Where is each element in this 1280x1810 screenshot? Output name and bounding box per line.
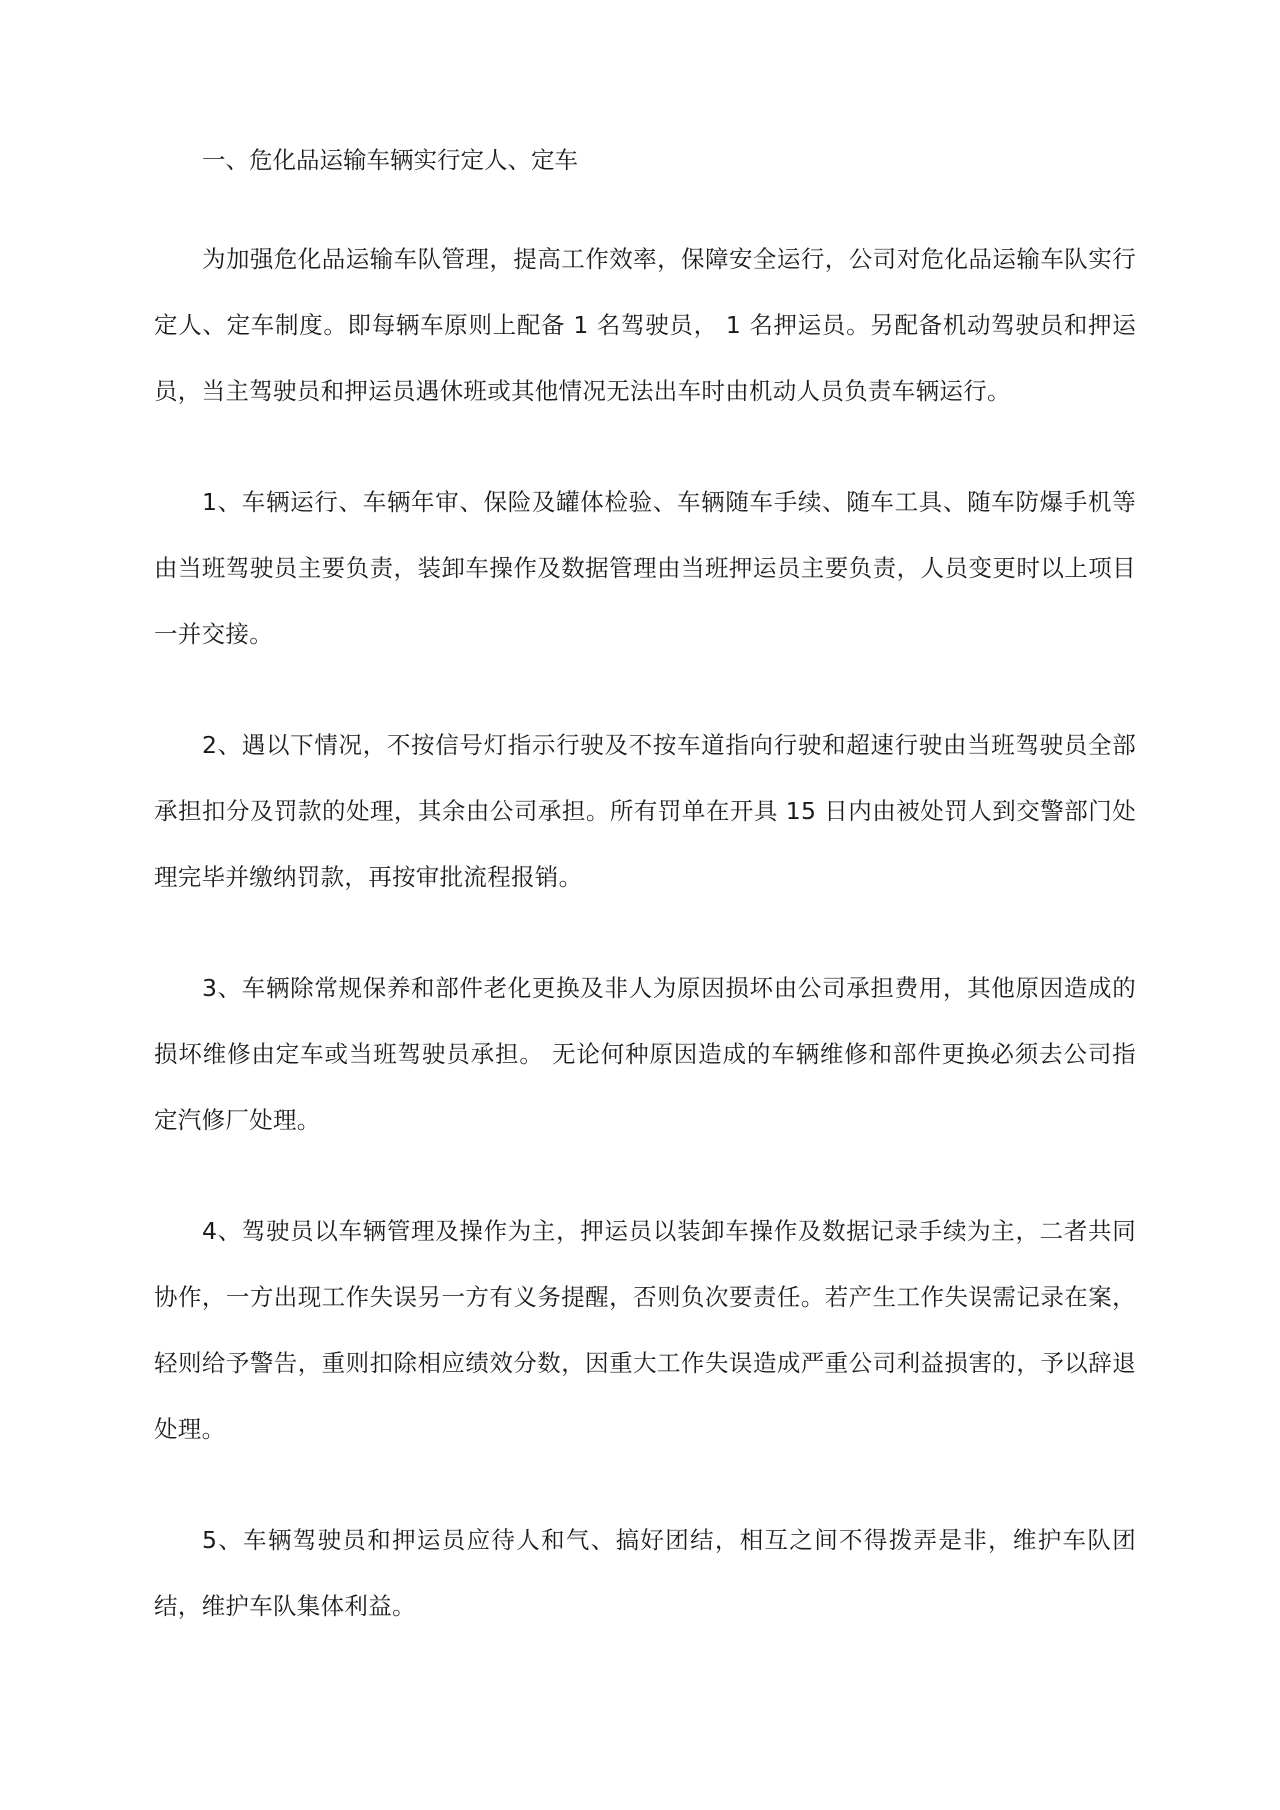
intro-paragraph: 为加强危化品运输车队管理，提高工作效率，保障安全运行，公司对危化品运输车队实行定人、定车制度。即每辆车原则上配备 1 名驾驶员， 1 名押运员。另配备机动驾驶员和押运员，当主驾驶员和押运员遇休班或其他情况无法出车时由机动人员负责车辆运行。: [154, 245, 1136, 405]
document-body: [154, 138, 1136, 1684]
rule-item-2: 2、遇以下情况，不按信号灯指示行驶及不按车道指向行驶和超速行驶由当班驾驶员全部承担扣分及罚款的处理，其余由公司承担。所有罚单在开具 15 日内由被处罚人到交警部门处理完毕并缴纳罚款，再按审批流程报销。: [154, 731, 1136, 891]
rule-item-3: 3、车辆除常规保养和部件老化更换及非人为原因损坏由公司承担费用，其他原因造成的损坏维修由定车或当班驾驶员承担。 无论何种原因造成的车辆维修和部件更换必须去公司指定汽修厂处理。: [154, 974, 1136, 1134]
rule-item-1: 1、车辆运行、车辆年审、保险及罐体检验、车辆随车手续、随车工具、随车防爆手机等由当班驾驶员主要负责，装卸车操作及数据管理由当班押运员主要负责，人员变更时以上项目一并交接。: [154, 488, 1136, 648]
rule-item-5: 5、车辆驾驶员和押运员应待人和气、搞好团结，相互之间不得拨弄是非，维护车队团结，维护车队集体利益。: [154, 1526, 1136, 1620]
rule-item-4: 4、驾驶员以车辆管理及操作为主，押运员以装卸车操作及数据记录手续为主，二者共同协作，一方出现工作失误另一方有义务提醒，否则负次要责任。若产生工作失误需记录在案，轻则给予警告，重则扣除相应绩效分数，因重大工作失误造成严重公司利益损害的，予以辞退处理。: [154, 1217, 1136, 1443]
section-heading: 一、危化品运输车辆实行定人、定车: [202, 146, 578, 174]
